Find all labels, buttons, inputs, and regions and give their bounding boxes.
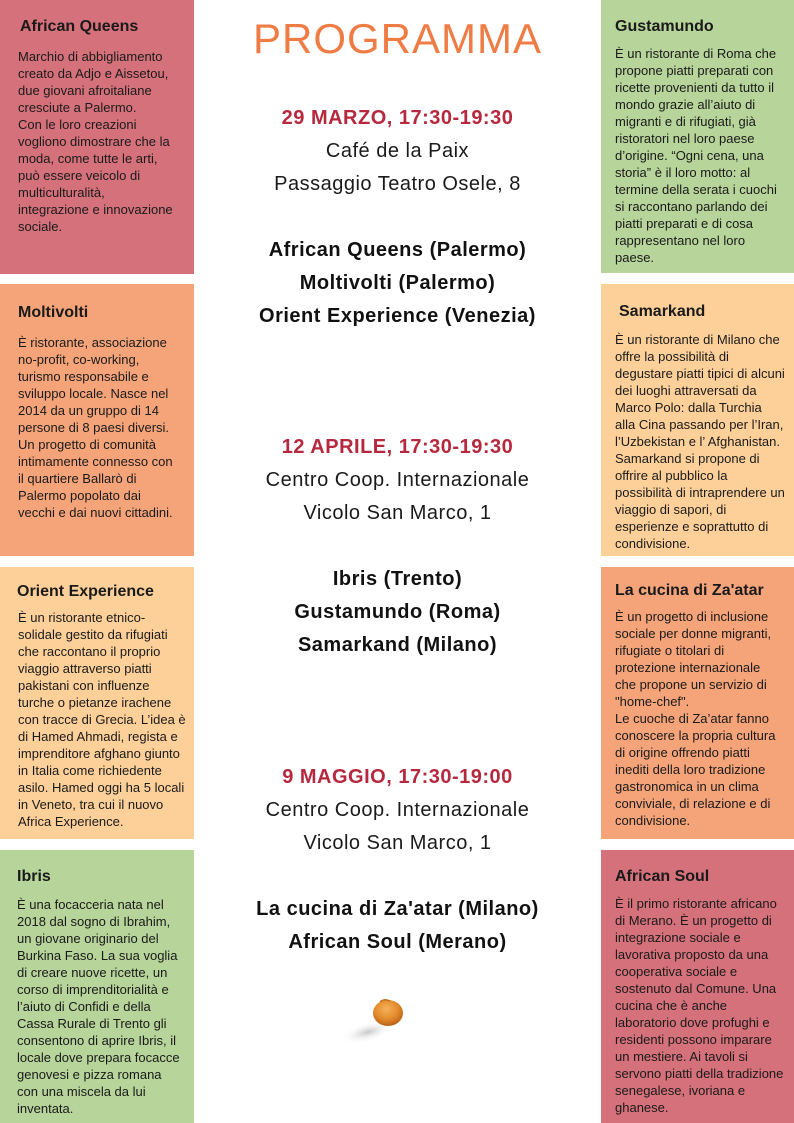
event-venue: Café de la Paix: [325, 140, 470, 162]
event-guest: Orient Experience (Venezia): [259, 305, 536, 327]
event-date: 29 MARZO, 17:30-19:30: [281, 107, 514, 129]
panel-description: Marchio di abbigliamento creato da Adjo e Aissetou, due giovani afroitaliane cresciute a Palermo. Con le loro creazioni vogliono dimostrare che la moda, come tutte le arti, può essere veicolo di multiculturalità, integrazione e innovazione sociale.: [18, 49, 173, 234]
info-panel-african-soul: [601, 850, 794, 1123]
panel-title: African Queens: [20, 18, 139, 35]
chickpea-icon: [338, 990, 418, 1055]
panel-description: È il primo ristorante africano di Merano. È un progetto di integrazione sociale e lavorativa proposto da una cooperativa sociale e sostenuto dal Comune. Una cucina che è anche laboratorio dove profughi e residenti possono imparare un mestiere. Ai tavoli si servono piatti della tradizione senegalese, ivoriana e ghanese.: [615, 896, 784, 1115]
event-venue: Centro Coop. Internazionale: [265, 469, 530, 491]
panel-title: Orient Experience: [17, 583, 154, 600]
event-block: [194, 431, 601, 662]
panel-title: Moltivolti: [18, 304, 89, 321]
panel-description: È un ristorante etnico- solidale gestito da rifugiati che raccontano il proprio viaggio attraverso piatti pakistani con influenze turche o pietanze irachene con tracce di Grecia. L’idea è di Hamed Ahmadi, regista e imprenditore afghano giunto in Italia come richiedente asilo. Hamed oggi ha 5 locali in Veneto, tra cui il nuovo Africa Experience.: [18, 610, 186, 829]
panel-description: È una focacceria nata nel 2018 dal sogno di Ibrahim, un giovane originario del Burkina Faso. La sua voglia di creare nuove ricette, un corso di imprenditorialità e l’aiuto di Confidi e della Cassa Rurale di Trento gli consentono di aprire Ibris, il locale dove prepara focacce genovesi e pizza romana con una miscela da lui inventata.: [17, 897, 180, 1116]
info-panel-moltivolti: [0, 284, 194, 556]
info-panel-african-queens: [0, 0, 194, 274]
info-panel-samarkand: [601, 284, 794, 556]
info-panel-ibris: [0, 850, 194, 1123]
info-panel-gustamundo: [601, 0, 794, 273]
panel-title: La cucina di Za'atar: [615, 582, 764, 599]
event-block: [194, 102, 601, 333]
panel-title: Samarkand: [619, 303, 706, 320]
event-date: 12 APRILE, 17:30-19:30: [281, 436, 514, 458]
event-address: Passaggio Teatro Osele, 8: [274, 173, 521, 195]
event-block: [194, 761, 601, 959]
event-guest: Moltivolti (Palermo): [299, 272, 496, 294]
panel-description: È un ristorante di Milano che offre la possibilità di degustare piatti tipici di alcuni dei luoghi attraversati da Marco Polo: dalla Turchia alla Cina passando per l’Iran, l’Uzbekistan e l’ Afghanistan. Samarkand si propone di offrire al pubblico la possibilità di intraprendere un viaggio di sapori, di esperienze e soprattutto di condivisione.: [615, 332, 785, 551]
panel-description: È ristorante, associazione no-profit, co-working, turismo responsabile e sviluppo locale. Nasce nel 2014 da un gruppo di 14 persone di 8 paesi diversi. Un progetto di comunità intimamente connesso con il quartiere Ballarò di Palermo popolato dai vecchi e dai nuovi cittadini.: [18, 335, 173, 520]
event-address: Vicolo San Marco, 1: [303, 832, 492, 854]
panel-description: È un progetto di inclusione sociale per donne migranti, rifugiate o titolari di protezione internazionale che propone un servizio di "home-chef". Le cuoche di Za’atar fanno conoscere la propria cultura di origine offrendo piatti inediti della loro tradizione gastronomica in un clima conviviale, di relazione e di condivisione.: [615, 609, 776, 828]
event-address: Vicolo San Marco, 1: [303, 502, 492, 524]
page-title: PROGRAMMA: [252, 15, 542, 62]
info-panel-orient-experience: [0, 567, 194, 839]
panel-title: Ibris: [17, 868, 51, 885]
panel-title: African Soul: [615, 868, 710, 885]
event-date: 9 MAGGIO, 17:30-19:00: [282, 766, 513, 788]
event-venue: Centro Coop. Internazionale: [265, 799, 530, 821]
panel-description: È un ristorante di Roma che propone piatti preparati con ricette provenienti da tutto il mondo grazie all’aiuto di migranti e di rifugiati, già ristoratori nel loro paese d’origine. “Ogni cena, una storia” è il loro motto: al termine della serata i cuochi si raccontano parlando dei piatti preparati e di cosa rappresentano nel loro paese.: [615, 46, 777, 265]
info-panel-cucina-zaatar: [601, 567, 794, 839]
event-guest: La cucina di Za'atar (Milano): [256, 898, 539, 920]
event-guest: Samarkand (Milano): [297, 634, 498, 656]
event-guest: Gustamundo (Roma): [294, 601, 501, 623]
event-guest: Ibris (Trento): [332, 568, 463, 590]
event-guest: African Queens (Palermo): [268, 239, 527, 261]
event-guest: African Soul (Merano): [288, 931, 507, 953]
panel-title: Gustamundo: [615, 18, 714, 35]
